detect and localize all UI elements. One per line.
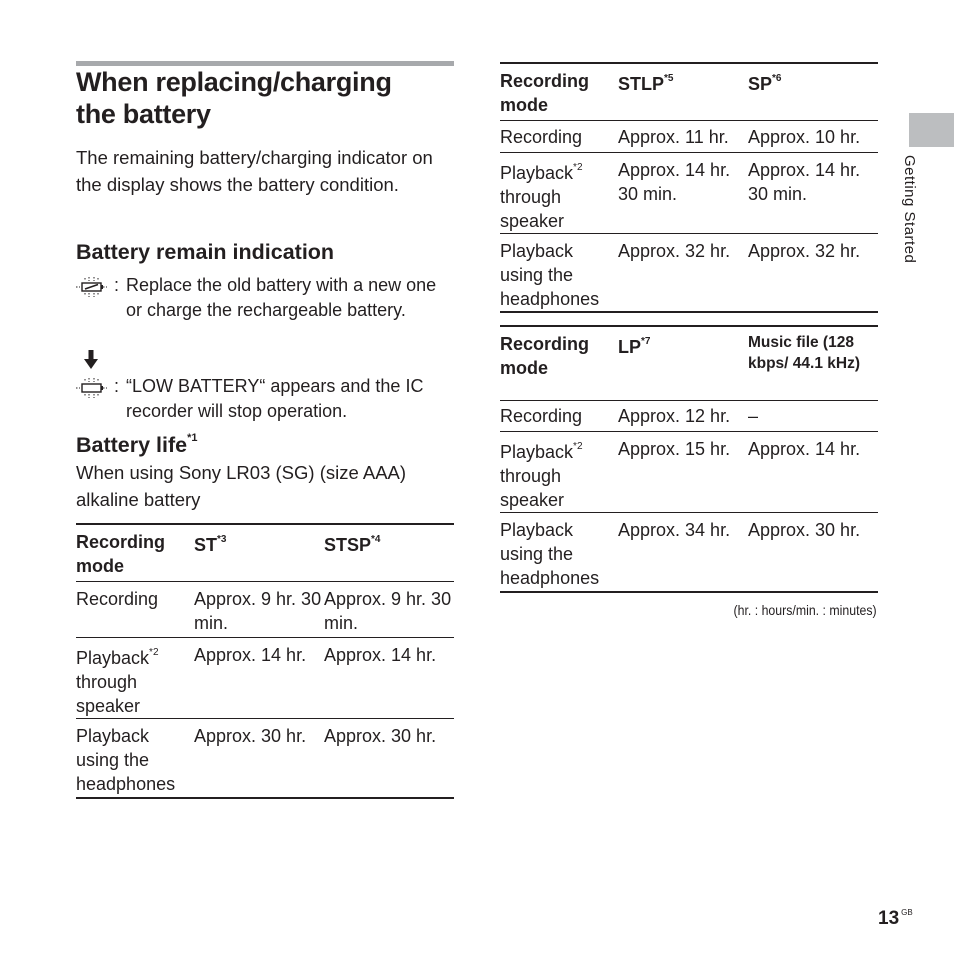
table-row — [500, 431, 878, 512]
mode-cell: Recording — [500, 126, 583, 147]
value-cell: Approx. 9 hr. 30 min. — [194, 588, 322, 633]
table-row — [500, 400, 878, 431]
battery-life-subtitle: When using Sony LR03 (SG) (size AAA) alkaline battery — [76, 462, 407, 510]
battery-life-table-3 — [500, 325, 878, 593]
mode-cell: Playback using the headphones — [500, 519, 600, 588]
mode-cell: Playback using the headphones — [76, 725, 176, 794]
section-side-label-text: Getting Started — [901, 155, 918, 264]
indicator-replace-text: Replace the old battery with a new one or charge the rechargeable battery. — [126, 275, 437, 320]
intro-paragraph: The remaining battery/charging indicator on the display shows the battery condition. — [76, 147, 433, 195]
table-row — [500, 512, 878, 592]
table-row — [500, 152, 878, 233]
value-cell: Approx. 14 hr. 30 min. — [618, 159, 731, 204]
footnote-ref: *2 — [149, 646, 159, 658]
value-cell: Approx. 14 hr. — [194, 644, 307, 665]
indicator-low-text: “LOW BATTERY“ appears and the IC recorder will stop operation. — [126, 376, 424, 421]
header-cell — [194, 524, 324, 581]
footnote-ref: *2 — [573, 440, 583, 452]
battery-life-table-1 — [76, 523, 454, 799]
mode-label: Playback — [76, 647, 150, 668]
value-cell: Approx. 10 hr. — [748, 126, 861, 147]
header-label: Recording mode — [76, 532, 166, 576]
footnote-ref: *6 — [772, 73, 782, 84]
header-label: Recording mode — [500, 71, 590, 115]
table-row — [76, 637, 454, 718]
value-cell: Approx. 30 hr. — [194, 725, 307, 746]
battery-low-flashing-icon — [76, 374, 114, 423]
indicator-colon: : — [114, 275, 120, 295]
mode-label-rest: through speaker — [500, 186, 565, 231]
footnote-ref: *5 — [664, 73, 674, 84]
header-cell — [748, 63, 878, 120]
header-label: ST — [194, 535, 218, 555]
mode-label: Playback — [500, 441, 574, 462]
table-row — [500, 233, 878, 312]
mode-cell: Playback using the headphones — [500, 240, 600, 309]
arrow-down-icon — [84, 350, 98, 375]
indicator-replace-row — [76, 273, 456, 322]
table-row — [76, 581, 454, 637]
page-number — [878, 908, 913, 930]
battery-empty-flashing-icon — [76, 273, 114, 322]
header-cell — [500, 326, 618, 400]
value-cell: Approx. 30 hr. — [748, 519, 861, 540]
value-cell: Approx. 14 hr. 30 min. — [748, 159, 861, 204]
page-title — [76, 66, 454, 130]
value-cell: Approx. 34 hr. — [618, 519, 731, 540]
table-row — [500, 120, 878, 152]
footnote-ref: *2 — [573, 161, 583, 173]
mode-cell — [500, 431, 618, 512]
header-cell — [618, 63, 748, 120]
header-label: SP — [748, 74, 773, 94]
indicator-colon: : — [114, 376, 120, 396]
header-label: Music file (128 kbps/ 44.1 kHz) — [748, 334, 860, 372]
value-cell: Approx. 32 hr. — [748, 240, 861, 261]
battery-remain-heading: Battery remain indication — [76, 240, 335, 264]
header-cell — [500, 63, 618, 120]
value-cell: Approx. 14 hr. — [748, 438, 861, 459]
mode-cell: Recording — [500, 405, 583, 426]
table-row — [76, 718, 454, 798]
mode-cell — [500, 152, 618, 233]
value-cell: Approx. 32 hr. — [618, 240, 731, 261]
page-title-line-1: When replacing/charging — [76, 67, 392, 97]
footnote-ref: *7 — [641, 336, 651, 347]
footnote-ref: *3 — [217, 534, 227, 545]
header-label: STSP — [324, 535, 372, 555]
mode-cell — [76, 581, 194, 637]
header-cell — [618, 326, 748, 400]
section-tab-marker — [909, 113, 954, 147]
header-label: STLP — [618, 74, 665, 94]
units-footnote: (hr. : hours/min. : minutes) — [733, 602, 877, 618]
value-cell: Approx. 12 hr. — [618, 405, 731, 426]
header-cell — [324, 524, 454, 581]
value-cell: – — [748, 405, 759, 426]
mode-label-rest: through speaker — [500, 465, 565, 510]
header-label: Recording mode — [500, 334, 590, 378]
value-cell: Approx. 15 hr. — [618, 438, 731, 459]
mode-label: Playback — [500, 162, 574, 183]
value-cell: Approx. 9 hr. 30 min. — [324, 588, 452, 633]
page-title-line-2: the battery — [76, 99, 211, 129]
value-cell: Approx. 11 hr. — [618, 126, 729, 147]
indicator-low-row — [76, 374, 456, 423]
mode-label-rest: through speaker — [76, 671, 141, 716]
header-cell — [76, 524, 194, 581]
footnote-ref: *1 — [187, 432, 198, 444]
header-cell — [748, 326, 878, 400]
section-side-label — [897, 155, 927, 290]
page-number-suffix: GB — [901, 907, 913, 917]
mode-label: Recording — [76, 588, 159, 609]
mode-cell — [76, 637, 194, 718]
page-number-value: 13 — [878, 908, 900, 929]
battery-life-heading — [76, 428, 198, 458]
footnote-ref: *4 — [371, 534, 381, 545]
value-cell: Approx. 30 hr. — [324, 725, 437, 746]
header-label: LP — [618, 337, 642, 357]
battery-life-heading-text: Battery life — [76, 433, 188, 458]
battery-life-table-2 — [500, 62, 878, 313]
value-cell: Approx. 14 hr. — [324, 644, 437, 665]
